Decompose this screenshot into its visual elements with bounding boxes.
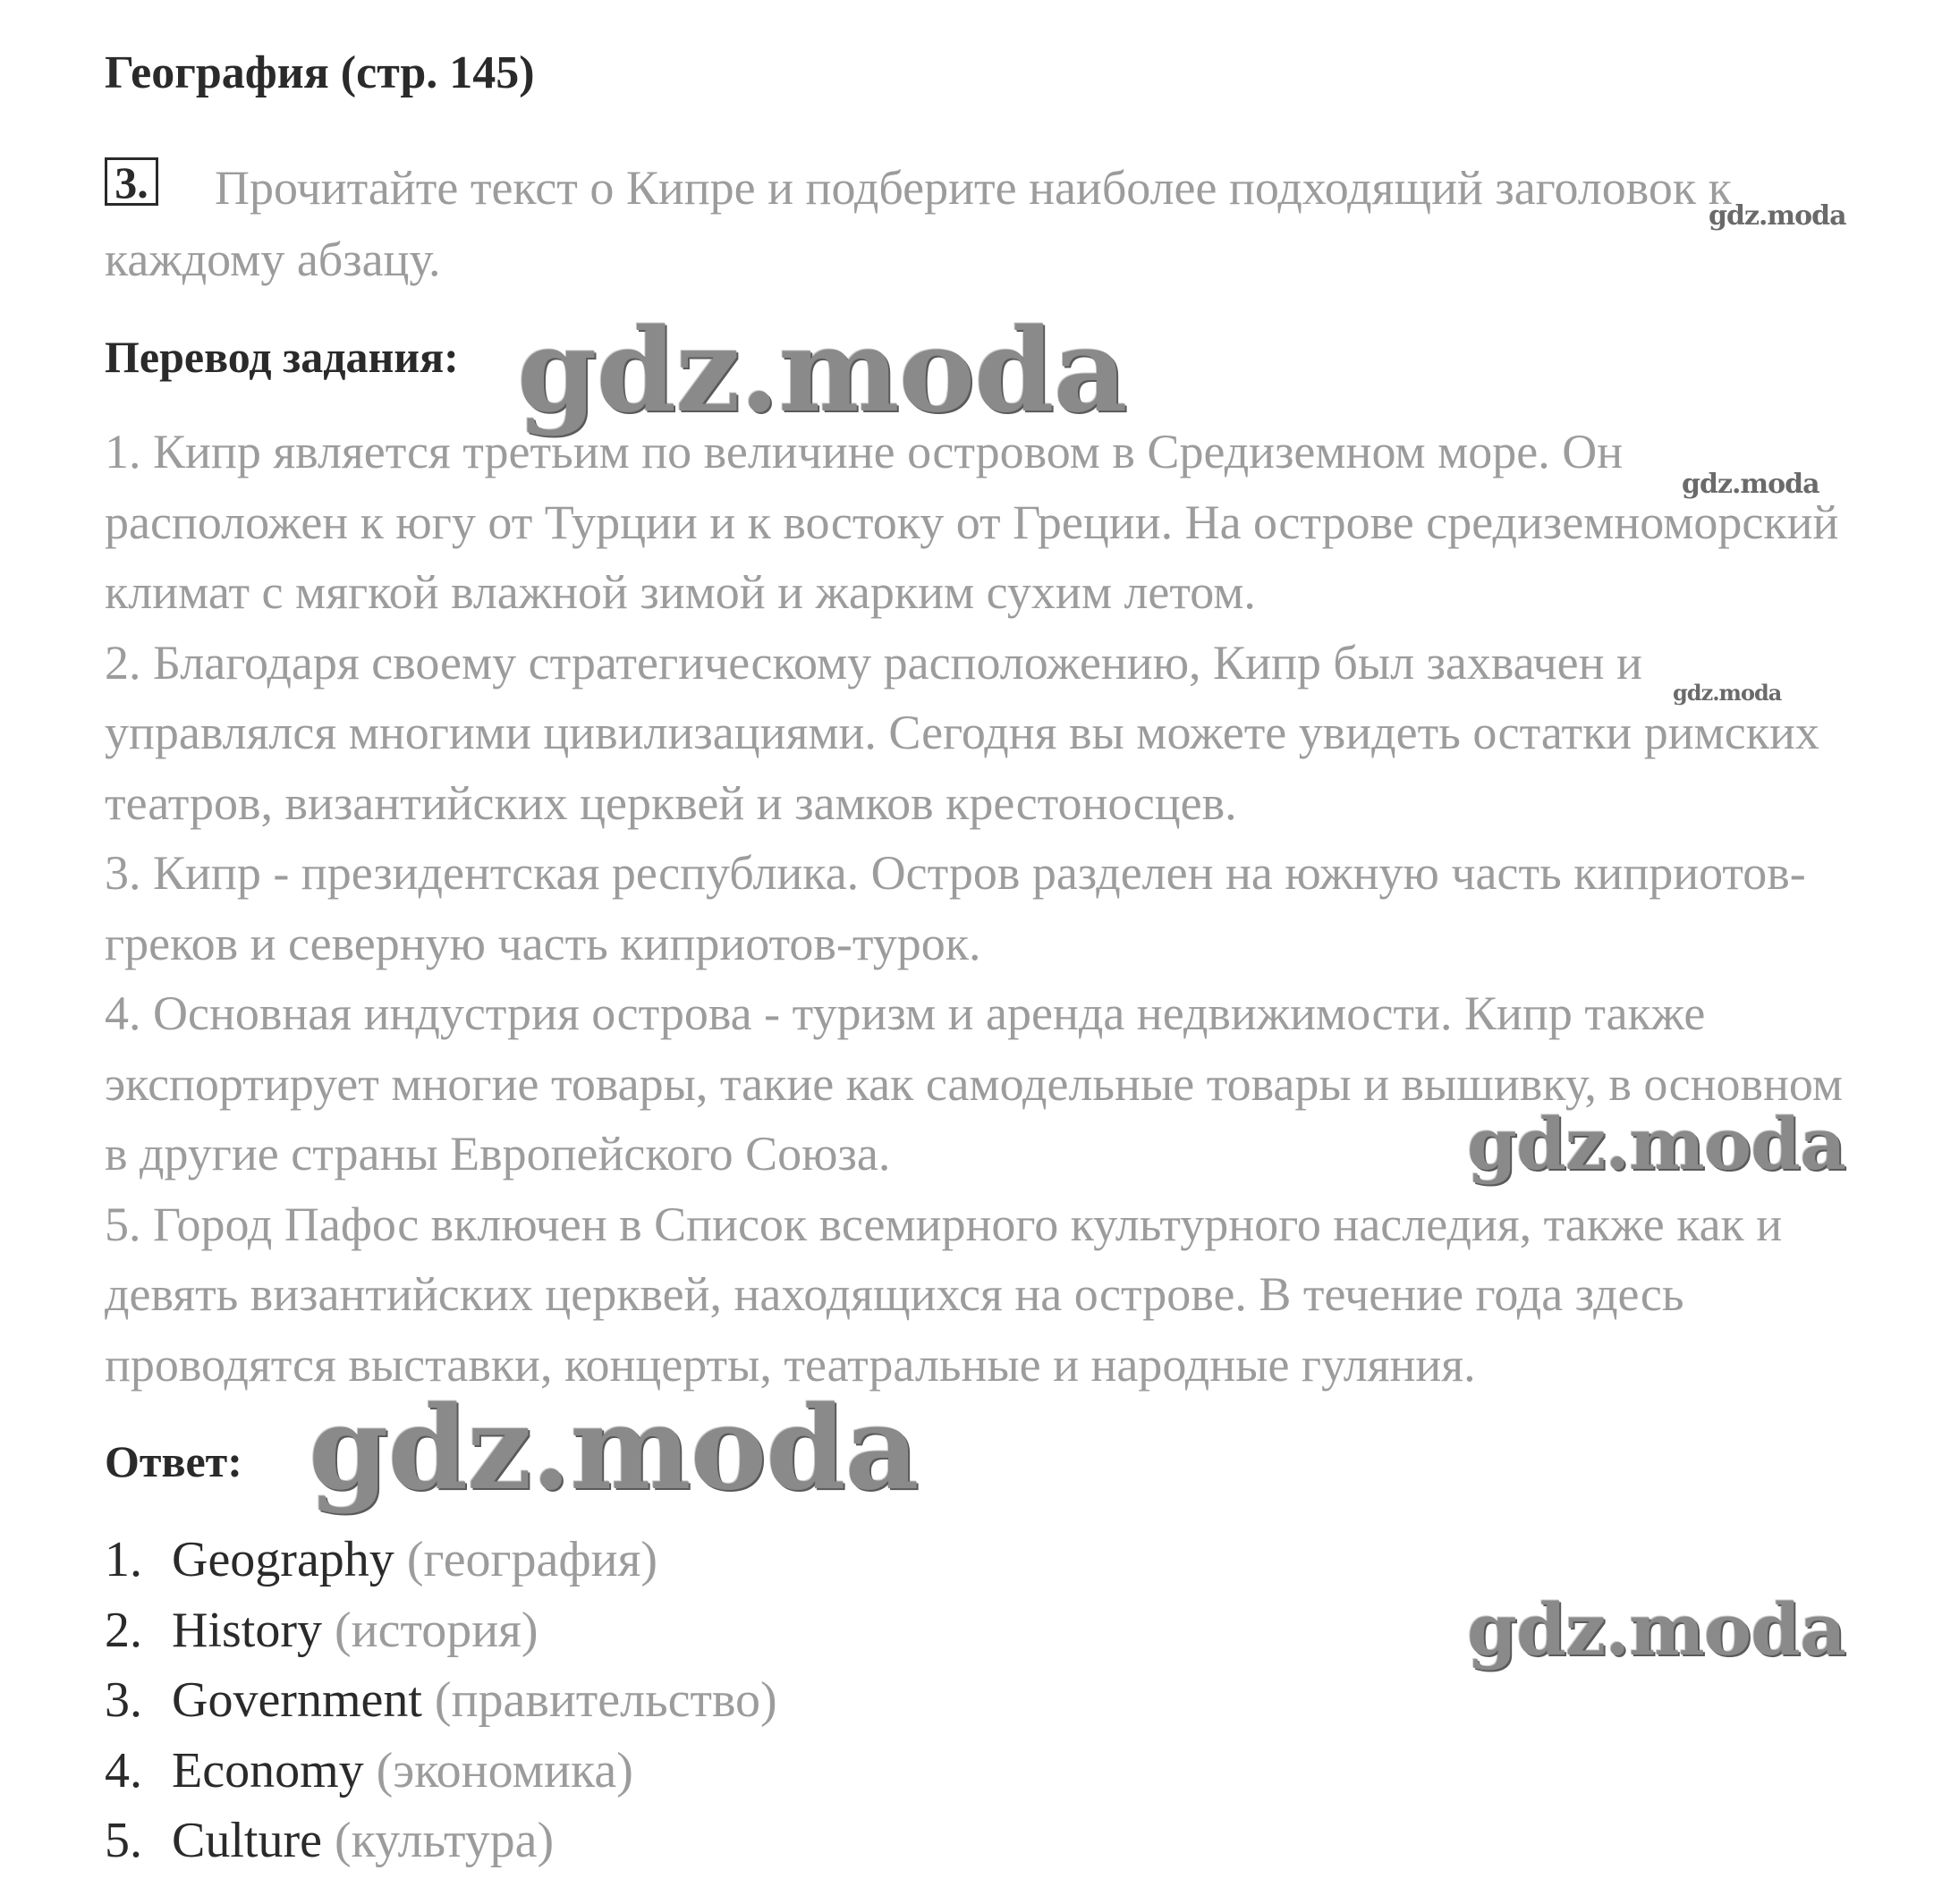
answer-item bbox=[105, 1736, 777, 1807]
translation-paragraph-5: 5. Город Пафос включен в Список всемирного культурного наследия, также как и девять византийских церквей, находящихся на острове. В течение года здесь проводятся выставки, концерты, театральные и народные гуляния. bbox=[105, 1197, 1783, 1392]
answer-russian: (экономика) bbox=[376, 1742, 633, 1798]
answer-item bbox=[105, 1806, 777, 1876]
translation-text bbox=[105, 417, 1858, 1400]
answer-item bbox=[105, 1595, 777, 1666]
watermark-logo: gdz.moda bbox=[1467, 1587, 1845, 1671]
translation-paragraph-3: 3. Кипр - президентская республика. Остров разделен на южную часть киприотов-греков и северную часть киприотов-турок. bbox=[105, 846, 1806, 970]
translation-paragraph-2: 2. Благодаря своему стратегическому расположению, Кипр был захвачен и управлялся многими цивилизациями. Сегодня вы можете увидеть остатки римских театров, византийских церквей и замков крестоносцев. bbox=[105, 635, 1819, 830]
answer-title: Ответ: bbox=[105, 1436, 242, 1486]
answer-russian: (география) bbox=[406, 1532, 658, 1587]
answer-english: History bbox=[172, 1602, 322, 1658]
answer-english: Economy bbox=[172, 1742, 364, 1798]
answer-item bbox=[105, 1665, 777, 1736]
watermark-logo: gdz.moda bbox=[1467, 1102, 1845, 1186]
translation-paragraph-1: 1. Кипр является третьим по величине островом в Средиземном море. Он расположен к югу от Турции и к востоку от Греции. На острове средиземноморский климат с мягкой влажной зимой и жарким сухим летом. bbox=[105, 425, 1839, 619]
answer-number: 2. bbox=[105, 1602, 142, 1658]
translation-title: Перевод задания: bbox=[105, 332, 459, 382]
answer-number: 4. bbox=[105, 1742, 142, 1798]
answer-russian: (культура) bbox=[334, 1813, 555, 1868]
watermark-logo: gdz.moda bbox=[1709, 200, 1846, 232]
answer-number: 5. bbox=[105, 1813, 142, 1868]
answer-english: Geography bbox=[172, 1532, 394, 1587]
answer-english: Culture bbox=[172, 1813, 322, 1868]
answer-english: Government bbox=[172, 1672, 422, 1728]
answer-russian: (история) bbox=[335, 1602, 539, 1658]
watermark-logo: gdz.moda bbox=[1682, 469, 1819, 500]
watermark-logo: gdz.moda bbox=[1673, 680, 1782, 706]
translation-paragraph-4: 4. Основная индустрия острова - туризм и аренда недвижимости. Кипр также экспортирует многие товары, такие как самодельные товары и вышивку, в основном в другие страны Европейского Союза. bbox=[105, 986, 1844, 1180]
task-instruction: Прочитайте текст о Кипре и подберите наиболее подходящий заголовок к каждому абзацу. bbox=[105, 161, 1732, 286]
answer-russian: (правительство) bbox=[434, 1672, 777, 1728]
answer-number: 1. bbox=[105, 1532, 142, 1587]
answer-number: 3. bbox=[105, 1672, 142, 1728]
watermark-logo: gdz.moda bbox=[517, 304, 1127, 438]
watermark-logo: gdz.moda bbox=[309, 1382, 919, 1516]
answer-item bbox=[105, 1525, 777, 1595]
page-title: География (стр. 145) bbox=[105, 47, 535, 98]
answer-list bbox=[105, 1525, 777, 1876]
task-number-box: 3. bbox=[105, 157, 158, 206]
